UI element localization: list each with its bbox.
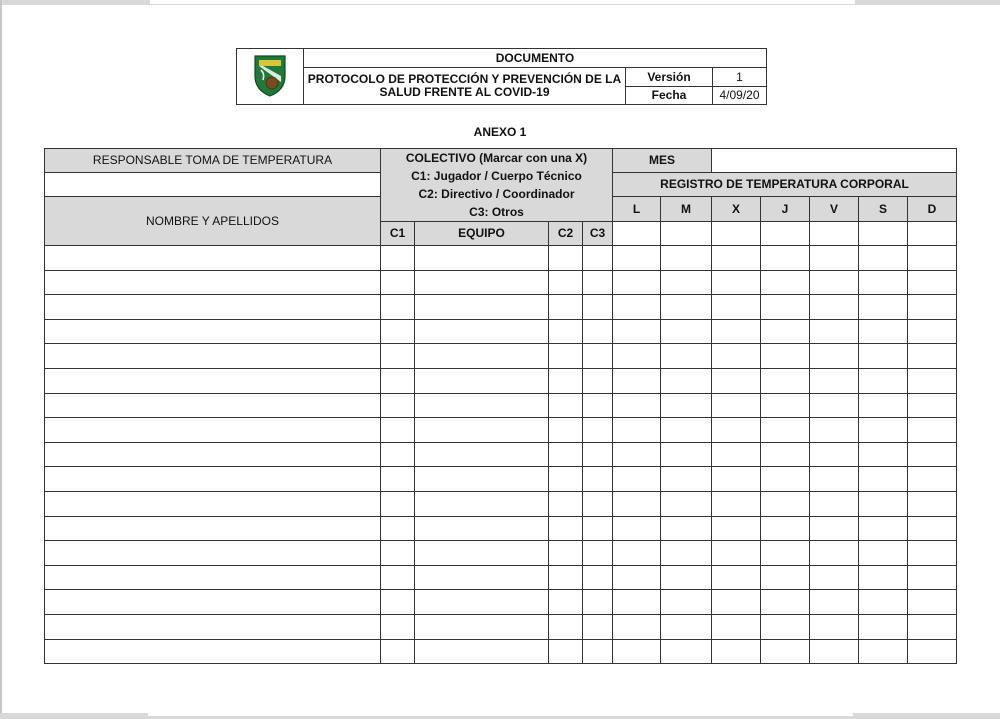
c3-cell[interactable] — [583, 467, 613, 492]
day-cell[interactable] — [810, 590, 859, 615]
c3-cell[interactable] — [583, 491, 613, 516]
day-cell[interactable] — [908, 246, 957, 271]
c1-cell[interactable] — [381, 516, 415, 541]
name-cell[interactable] — [45, 368, 381, 393]
day-cell[interactable] — [661, 590, 712, 615]
version-label: Versión — [626, 68, 713, 87]
temp-register-label: REGISTRO DE TEMPERATURA CORPORAL — [613, 173, 957, 197]
team-cell[interactable] — [415, 467, 549, 492]
c2-cell[interactable] — [549, 467, 583, 492]
day-cell[interactable] — [761, 319, 810, 344]
table-row — [45, 467, 957, 492]
col-c3-header: C3 — [583, 222, 613, 246]
version-value: 1 — [713, 68, 767, 87]
day-cell[interactable] — [908, 393, 957, 418]
col-c2-header: C2 — [549, 222, 583, 246]
doc-title: DOCUMENTO — [304, 49, 767, 68]
day-cell[interactable] — [761, 246, 810, 271]
table-row — [45, 368, 957, 393]
table-row — [45, 270, 957, 295]
collective-title: COLECTIVO (Marcar con una X) — [405, 151, 588, 165]
c2-cell[interactable] — [549, 491, 583, 516]
table-row — [45, 614, 957, 639]
c3-cell[interactable] — [583, 590, 613, 615]
day-cell[interactable] — [810, 319, 859, 344]
day-cell[interactable] — [661, 541, 712, 566]
c1-cell[interactable] — [381, 418, 415, 443]
day-cell[interactable] — [761, 565, 810, 590]
day-cell[interactable] — [761, 295, 810, 320]
day-cell[interactable] — [810, 246, 859, 271]
day-cell[interactable] — [613, 590, 661, 615]
table-row — [45, 639, 957, 664]
day-cell[interactable] — [712, 368, 761, 393]
day-cell[interactable] — [810, 270, 859, 295]
bottom-page-strip — [0, 713, 1000, 719]
day-cell[interactable] — [761, 491, 810, 516]
day-cell[interactable] — [712, 270, 761, 295]
team-cell[interactable] — [415, 295, 549, 320]
day-cell[interactable] — [810, 295, 859, 320]
name-cell[interactable] — [45, 491, 381, 516]
c2-cell[interactable] — [549, 393, 583, 418]
team-cell[interactable] — [415, 541, 549, 566]
day-cell[interactable] — [712, 590, 761, 615]
day-cell[interactable] — [761, 614, 810, 639]
day-header-thu: J — [761, 197, 810, 222]
day-cell[interactable] — [908, 442, 957, 467]
c2-cell[interactable] — [549, 295, 583, 320]
day-cell[interactable] — [908, 344, 957, 369]
c2-cell[interactable] — [549, 344, 583, 369]
c3-cell[interactable] — [583, 565, 613, 590]
table-row — [45, 393, 957, 418]
doc-subtitle — [304, 68, 626, 105]
day-cell[interactable] — [661, 418, 712, 443]
name-cell[interactable] — [45, 541, 381, 566]
c3-cell[interactable] — [583, 418, 613, 443]
c3-cell[interactable] — [583, 246, 613, 271]
collective-c3: C3: Otros — [469, 205, 524, 219]
day-cell[interactable] — [761, 516, 810, 541]
c2-cell[interactable] — [549, 614, 583, 639]
day-cell[interactable] — [613, 614, 661, 639]
day-cell[interactable] — [613, 442, 661, 467]
day-cell[interactable] — [908, 467, 957, 492]
day-cell[interactable] — [712, 442, 761, 467]
day-cell[interactable] — [712, 246, 761, 271]
c3-cell[interactable] — [583, 295, 613, 320]
day-cell[interactable] — [859, 541, 908, 566]
top-page-strip — [0, 0, 1000, 5]
day-cell[interactable] — [613, 393, 661, 418]
team-cell[interactable] — [415, 614, 549, 639]
day-cell[interactable] — [661, 270, 712, 295]
day-cell[interactable] — [761, 344, 810, 369]
name-cell[interactable] — [45, 418, 381, 443]
table-row — [45, 295, 957, 320]
day-cell[interactable] — [859, 368, 908, 393]
day-cell[interactable] — [661, 639, 712, 664]
day-cell[interactable] — [761, 368, 810, 393]
day-cell[interactable] — [908, 368, 957, 393]
day-header-mon: L — [613, 197, 661, 222]
c3-cell[interactable] — [583, 442, 613, 467]
day-cell[interactable] — [661, 614, 712, 639]
name-cell[interactable] — [45, 319, 381, 344]
day-cell[interactable] — [908, 418, 957, 443]
day-header-sat: S — [859, 197, 908, 222]
c2-cell[interactable] — [549, 418, 583, 443]
day-cell[interactable] — [712, 614, 761, 639]
day-cell[interactable] — [859, 639, 908, 664]
collective-c1: C1: Jugador / Cuerpo Técnico — [411, 169, 582, 183]
day-cell[interactable] — [613, 246, 661, 271]
c2-cell[interactable] — [549, 442, 583, 467]
day-cell[interactable] — [613, 467, 661, 492]
day-cell[interactable] — [613, 270, 661, 295]
day-cell[interactable] — [661, 393, 712, 418]
responsible-input-cell[interactable] — [45, 173, 381, 197]
day-cell[interactable] — [613, 222, 661, 246]
team-cell[interactable] — [415, 270, 549, 295]
day-cell[interactable] — [661, 491, 712, 516]
c2-cell[interactable] — [549, 319, 583, 344]
c1-cell[interactable] — [381, 467, 415, 492]
date-label: Fecha — [626, 87, 713, 105]
day-cell[interactable] — [761, 541, 810, 566]
day-cell[interactable] — [859, 270, 908, 295]
doc-subtitle-line2: SALUD FRENTE AL COVID-19 — [379, 85, 550, 99]
c2-cell[interactable] — [549, 246, 583, 271]
collective-c2: C2: Directivo / Coordinador — [418, 187, 575, 201]
day-cell[interactable] — [810, 222, 859, 246]
day-cell[interactable] — [810, 541, 859, 566]
name-cell[interactable] — [45, 639, 381, 664]
day-cell[interactable] — [661, 295, 712, 320]
c1-cell[interactable] — [381, 590, 415, 615]
table-row — [45, 418, 957, 443]
table-row — [45, 541, 957, 566]
c2-cell[interactable] — [549, 368, 583, 393]
day-cell[interactable] — [661, 565, 712, 590]
day-cell[interactable] — [810, 418, 859, 443]
c1-cell[interactable] — [381, 541, 415, 566]
day-cell[interactable] — [859, 295, 908, 320]
day-header-fri: V — [810, 197, 859, 222]
c1-cell[interactable] — [381, 246, 415, 271]
month-input-cell[interactable] — [712, 149, 957, 173]
day-cell[interactable] — [908, 541, 957, 566]
day-header-sun: D — [908, 197, 957, 222]
day-cell[interactable] — [712, 565, 761, 590]
month-label: MES — [613, 149, 712, 173]
day-cell[interactable] — [712, 491, 761, 516]
day-cell[interactable] — [712, 418, 761, 443]
table-row — [45, 319, 957, 344]
name-cell[interactable] — [45, 344, 381, 369]
day-cell[interactable] — [661, 344, 712, 369]
day-cell[interactable] — [613, 295, 661, 320]
responsible-label: RESPONSABLE TOMA DE TEMPERATURA — [45, 149, 381, 173]
day-cell[interactable] — [908, 516, 957, 541]
day-cell[interactable] — [859, 246, 908, 271]
c1-cell[interactable] — [381, 295, 415, 320]
name-cell[interactable] — [45, 590, 381, 615]
day-cell[interactable] — [810, 393, 859, 418]
c1-cell[interactable] — [381, 614, 415, 639]
c1-cell[interactable] — [381, 270, 415, 295]
day-cell[interactable] — [859, 344, 908, 369]
team-cell[interactable] — [415, 516, 549, 541]
day-cell[interactable] — [712, 467, 761, 492]
day-header-tue: M — [661, 197, 712, 222]
day-cell[interactable] — [908, 565, 957, 590]
document-header — [236, 48, 767, 105]
day-cell[interactable] — [761, 442, 810, 467]
c2-cell[interactable] — [549, 565, 583, 590]
team-cell[interactable] — [415, 344, 549, 369]
day-cell[interactable] — [908, 590, 957, 615]
c2-cell[interactable] — [549, 590, 583, 615]
c1-cell[interactable] — [381, 393, 415, 418]
day-cell[interactable] — [712, 639, 761, 664]
day-cell[interactable] — [712, 516, 761, 541]
table-row — [45, 442, 957, 467]
c3-cell[interactable] — [583, 393, 613, 418]
day-cell[interactable] — [613, 418, 661, 443]
day-cell[interactable] — [661, 368, 712, 393]
day-cell[interactable] — [661, 246, 712, 271]
c1-cell[interactable] — [381, 368, 415, 393]
name-cell[interactable] — [45, 614, 381, 639]
name-cell[interactable] — [45, 295, 381, 320]
day-cell[interactable] — [859, 222, 908, 246]
day-cell[interactable] — [859, 467, 908, 492]
club-logo-cell — [237, 49, 304, 105]
day-cell[interactable] — [908, 319, 957, 344]
date-value: 4/09/20 — [713, 87, 767, 105]
team-cell[interactable] — [415, 418, 549, 443]
team-cell[interactable] — [415, 491, 549, 516]
day-cell[interactable] — [761, 639, 810, 664]
c1-cell[interactable] — [381, 319, 415, 344]
day-cell[interactable] — [810, 491, 859, 516]
name-cell[interactable] — [45, 565, 381, 590]
day-cell[interactable] — [761, 418, 810, 443]
day-cell[interactable] — [712, 319, 761, 344]
day-cell[interactable] — [761, 270, 810, 295]
c3-cell[interactable] — [583, 319, 613, 344]
name-label: NOMBRE Y APELLIDOS — [45, 197, 381, 246]
c2-cell[interactable] — [549, 516, 583, 541]
team-cell[interactable] — [415, 442, 549, 467]
day-cell[interactable] — [761, 590, 810, 615]
day-cell[interactable] — [613, 319, 661, 344]
c3-cell[interactable] — [583, 368, 613, 393]
day-cell[interactable] — [859, 590, 908, 615]
day-cell[interactable] — [810, 614, 859, 639]
table-row — [45, 246, 957, 271]
c3-cell[interactable] — [583, 614, 613, 639]
day-cell[interactable] — [712, 222, 761, 246]
day-cell[interactable] — [712, 295, 761, 320]
day-cell[interactable] — [613, 344, 661, 369]
day-cell[interactable] — [908, 270, 957, 295]
table-row — [45, 344, 957, 369]
c3-cell[interactable] — [583, 270, 613, 295]
day-cell[interactable] — [613, 516, 661, 541]
day-cell[interactable] — [859, 418, 908, 443]
day-header-wed: X — [712, 197, 761, 222]
day-cell[interactable] — [613, 541, 661, 566]
day-cell[interactable] — [859, 614, 908, 639]
day-cell[interactable] — [810, 565, 859, 590]
day-cell[interactable] — [712, 541, 761, 566]
c1-cell[interactable] — [381, 491, 415, 516]
day-cell[interactable] — [908, 295, 957, 320]
day-cell[interactable] — [810, 467, 859, 492]
day-cell[interactable] — [810, 368, 859, 393]
c3-cell[interactable] — [583, 516, 613, 541]
table-row — [45, 516, 957, 541]
day-cell[interactable] — [661, 516, 712, 541]
day-cell[interactable] — [810, 516, 859, 541]
c1-cell[interactable] — [381, 344, 415, 369]
day-cell[interactable] — [810, 639, 859, 664]
name-cell[interactable] — [45, 246, 381, 271]
col-team-header: EQUIPO — [415, 222, 549, 246]
name-cell[interactable] — [45, 467, 381, 492]
team-cell[interactable] — [415, 393, 549, 418]
c1-cell[interactable] — [381, 442, 415, 467]
name-cell[interactable] — [45, 393, 381, 418]
table-row — [45, 491, 957, 516]
temperature-register-table — [44, 148, 957, 664]
team-cell[interactable] — [415, 368, 549, 393]
club-crest-icon — [251, 52, 289, 98]
day-cell[interactable] — [859, 516, 908, 541]
day-cell[interactable] — [661, 442, 712, 467]
day-cell[interactable] — [613, 639, 661, 664]
day-cell[interactable] — [908, 491, 957, 516]
day-cell[interactable] — [859, 319, 908, 344]
c1-cell[interactable] — [381, 639, 415, 664]
day-cell[interactable] — [810, 344, 859, 369]
day-cell[interactable] — [613, 491, 661, 516]
team-cell[interactable] — [415, 565, 549, 590]
team-cell[interactable] — [415, 590, 549, 615]
day-cell[interactable] — [712, 393, 761, 418]
name-cell[interactable] — [45, 516, 381, 541]
day-cell[interactable] — [712, 344, 761, 369]
table-row — [45, 565, 957, 590]
day-cell[interactable] — [859, 565, 908, 590]
c3-cell[interactable] — [583, 639, 613, 664]
day-cell[interactable] — [613, 368, 661, 393]
day-cell[interactable] — [859, 393, 908, 418]
team-cell[interactable] — [415, 246, 549, 271]
day-cell[interactable] — [613, 565, 661, 590]
c2-cell[interactable] — [549, 270, 583, 295]
day-cell[interactable] — [661, 467, 712, 492]
day-cell[interactable] — [908, 614, 957, 639]
day-cell[interactable] — [761, 393, 810, 418]
c3-cell[interactable] — [583, 344, 613, 369]
day-cell[interactable] — [661, 319, 712, 344]
team-cell[interactable] — [415, 639, 549, 664]
doc-subtitle-line1: PROTOCOLO DE PROTECCIÓN Y PREVENCIÓN DE LA — [307, 72, 622, 86]
name-cell[interactable] — [45, 442, 381, 467]
table-row — [45, 590, 957, 615]
day-cell[interactable] — [810, 442, 859, 467]
day-cell[interactable] — [661, 222, 712, 246]
c2-cell[interactable] — [549, 541, 583, 566]
annex-title: ANEXO 1 — [473, 125, 527, 139]
day-cell[interactable] — [908, 639, 957, 664]
day-cell[interactable] — [761, 222, 810, 246]
c1-cell[interactable] — [381, 565, 415, 590]
col-c1-header: C1 — [381, 222, 415, 246]
c2-cell[interactable] — [549, 639, 583, 664]
name-cell[interactable] — [45, 270, 381, 295]
day-cell[interactable] — [859, 442, 908, 467]
c3-cell[interactable] — [583, 541, 613, 566]
left-page-edge — [0, 0, 2, 719]
team-cell[interactable] — [415, 319, 549, 344]
day-cell[interactable] — [859, 491, 908, 516]
day-cell[interactable] — [908, 222, 957, 246]
day-cell[interactable] — [761, 467, 810, 492]
collective-legend — [381, 149, 613, 222]
